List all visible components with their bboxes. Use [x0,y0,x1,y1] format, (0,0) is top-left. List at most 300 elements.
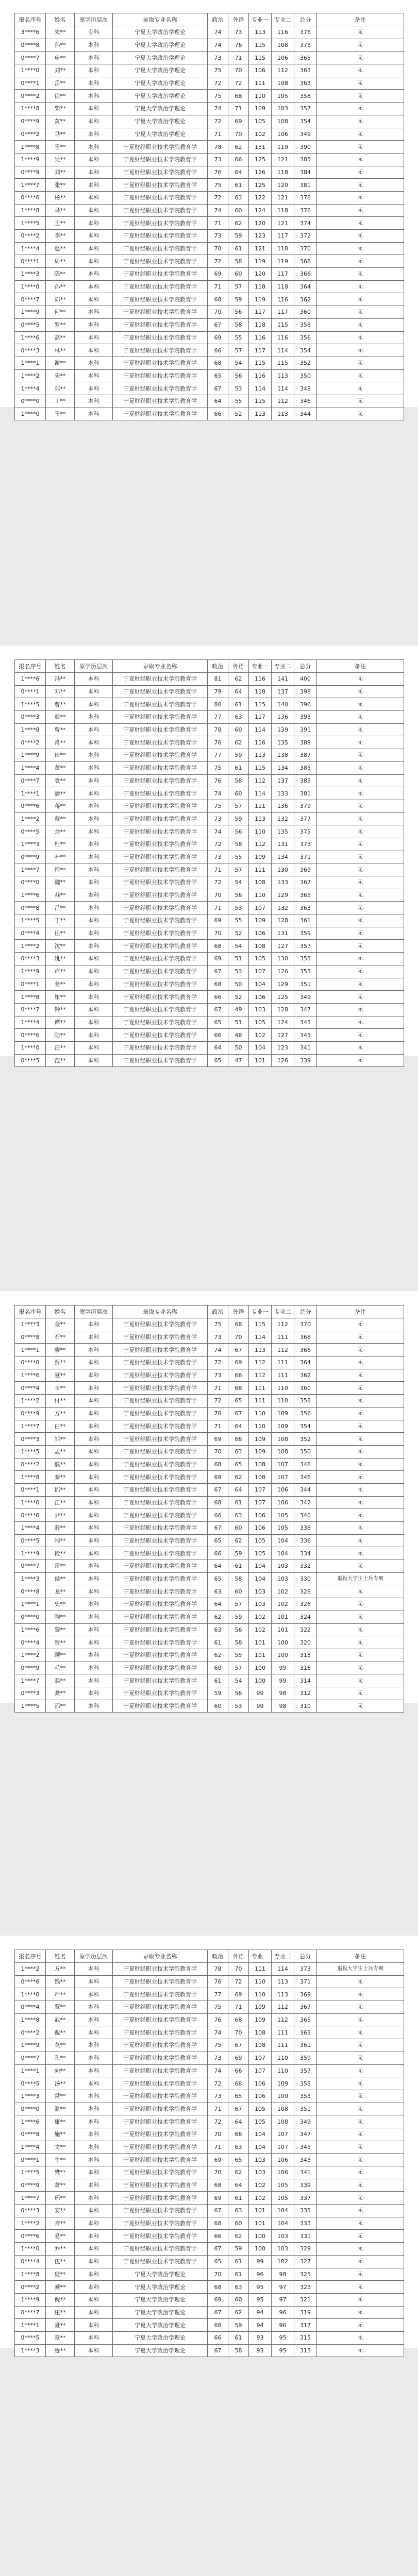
subject2-score-cell: 106 [272,1483,294,1496]
prior-degree-cell: 本科 [75,1344,113,1357]
name-cell: 陶** [46,1611,75,1623]
total-score-cell: 327 [294,2255,317,2268]
reg-no-cell: 1****0 [15,280,46,293]
table-row [15,1357,404,1369]
admitted-major-cell: 宁夏财经职业技术学院教育学 [113,1547,208,1560]
admitted-major-cell: 宁夏财经职业技术学院教育学 [113,1445,208,1458]
reg-no-cell: 1****1 [15,2064,46,2077]
language-score-cell: 50 [228,978,249,991]
politics-score-cell: 67 [208,2205,228,2217]
prior-degree-cell: 本科 [75,761,113,774]
prior-degree-cell: 本科 [75,408,113,420]
politics-score-cell: 76 [208,1975,228,1988]
name-cell: 聂** [46,2319,75,2332]
remark-cell: 无 [317,2166,404,2179]
table-row [15,723,404,736]
language-score-cell: 66 [228,2128,249,2141]
name-cell: 汤** [46,2077,75,2090]
reg-no-cell: 0****1 [15,77,46,90]
table-row [15,673,404,686]
reg-no-cell: 1****2 [15,812,46,825]
prior-degree-cell: 本科 [75,1054,113,1067]
language-score-cell: 60 [228,2293,249,2306]
reg-no-cell: 0****7 [15,293,46,306]
reg-no-cell: 1****7 [15,1674,46,1687]
subject2-score-cell: 98 [272,1687,294,1700]
name-cell: 魏** [46,876,75,889]
total-score-cell: 323 [294,2281,317,2294]
table-row [15,902,404,914]
page-separator [0,407,418,646]
total-score-cell: 368 [294,1331,317,1344]
admitted-major-cell: 宁夏财经职业技术学院教育学 [113,2154,208,2166]
name-cell: 王** [46,141,75,154]
reg-no-cell: 0****0 [15,1611,46,1623]
total-score-cell: 362 [294,1369,317,1382]
name-cell: 何** [46,306,75,319]
reg-no-cell: 1****9 [15,1547,46,1560]
name-cell: 马** [46,204,75,217]
column-header: 报名序号 [15,13,46,26]
language-score-cell: 65 [228,1395,249,1408]
subject2-score-cell: 106 [272,1496,294,1509]
total-score-cell: 324 [294,1611,317,1623]
politics-score-cell: 73 [208,2090,228,2103]
table-body [15,1963,404,2357]
table-row [15,978,404,991]
table-row [15,1509,404,1522]
subject2-score-cell: 117 [272,230,294,243]
name-cell: 颜** [46,2281,75,2294]
page-separator [0,1056,418,1291]
subject2-score-cell: 134 [272,851,294,863]
table-row [15,2001,404,2014]
language-score-cell: 58 [228,318,249,331]
politics-score-cell: 73 [208,851,228,863]
language-score-cell: 62 [228,736,249,749]
prior-degree-cell: 本科 [75,166,113,179]
admitted-major-cell: 宁夏财经职业技术学院教育学 [113,2141,208,2154]
prior-degree-cell: 本科 [75,2255,113,2268]
prior-degree-cell: 本科 [75,1496,113,1509]
subject2-score-cell: 109 [272,2077,294,2090]
name-cell: 孙** [46,280,75,293]
name-cell: 莫** [46,2039,75,2052]
prior-degree-cell: 本科 [75,1509,113,1522]
remark-cell: 无 [317,1988,404,2001]
prior-degree-cell: 本科 [75,1674,113,1687]
column-header: 报名序号 [15,1306,46,1318]
prior-degree-cell: 本科 [75,1458,113,1471]
name-cell: 曹** [46,698,75,711]
subject1-score-cell: 116 [249,331,272,344]
subject2-score-cell: 110 [272,1382,294,1395]
subject2-score-cell: 116 [272,331,294,344]
reg-no-cell: 1****2 [15,940,46,953]
total-score-cell: 358 [294,318,317,331]
prior-degree-cell: 本科 [75,2103,113,2115]
remark-cell: 无 [317,2255,404,2268]
language-score-cell: 56 [228,1623,249,1636]
name-cell: 马** [46,128,75,141]
admitted-major-cell: 宁夏财经职业技术学院教育学 [113,1458,208,1471]
politics-score-cell: 73 [208,1331,228,1344]
name-cell: 周** [46,255,75,268]
subject2-score-cell: 136 [272,800,294,812]
reg-no-cell: 1****8 [15,103,46,115]
subject1-score-cell: 116 [249,369,272,382]
subject2-score-cell: 117 [272,306,294,319]
subject2-score-cell: 106 [272,2154,294,2166]
table-row [15,1611,404,1623]
name-cell: 毛** [46,1662,75,1674]
subject1-score-cell: 111 [249,1382,272,1395]
language-score-cell: 48 [228,1029,249,1042]
reg-no-cell: 0****6 [15,191,46,204]
prior-degree-cell: 本科 [75,2077,113,2090]
politics-score-cell: 75 [208,2001,228,2014]
reg-no-cell: 0****3 [15,953,46,965]
subject2-score-cell: 113 [272,408,294,420]
remark-cell: 无 [317,2115,404,2128]
table-row [15,1687,404,1700]
language-score-cell: 47 [228,1054,249,1067]
total-score-cell: 348 [294,1458,317,1471]
subject2-score-cell: 137 [272,685,294,698]
table-row [15,1041,404,1054]
subject1-score-cell: 103 [249,1003,272,1016]
admitted-major-cell: 宁夏财经职业技术学院教育学 [113,369,208,382]
remark-cell: 无 [317,1534,404,1547]
table-row [15,1674,404,1687]
subject2-score-cell: 111 [272,2026,294,2039]
politics-score-cell: 64 [208,1041,228,1054]
subject1-score-cell: 104 [249,1560,272,1573]
reg-no-cell: 0****2 [15,2281,46,2294]
table-row [15,1395,404,1408]
total-score-cell: 366 [294,1344,317,1357]
politics-score-cell: 65 [208,369,228,382]
language-score-cell: 56 [228,306,249,319]
table-row [15,2064,404,2077]
remark-cell: 无 [317,26,404,39]
admitted-major-cell: 宁夏财经职业技术学院教育学 [113,800,208,812]
name-cell: 倪** [46,2293,75,2306]
admitted-major-cell: 宁夏财经职业技术学院教育学 [113,2077,208,2090]
remark-cell: 无 [317,1458,404,1471]
admitted-major-cell: 宁夏财经职业技术学院教育学 [113,230,208,243]
admitted-major-cell: 宁夏财经职业技术学院教育学 [113,2255,208,2268]
prior-degree-cell: 本科 [75,1560,113,1573]
admitted-major-cell: 宁夏财经职业技术学院教育学 [113,953,208,965]
language-score-cell: 60 [228,723,249,736]
subject2-score-cell: 130 [272,953,294,965]
remark-cell: 无 [317,204,404,217]
subject2-score-cell: 138 [272,749,294,762]
subject2-score-cell: 98 [272,2268,294,2281]
reg-no-cell: 1****3 [15,2344,46,2357]
reg-no-cell: 1****2 [15,369,46,382]
reg-no-cell: 3****6 [15,26,46,39]
prior-degree-cell: 本科 [75,1483,113,1496]
subject2-score-cell: 112 [272,1344,294,1357]
remark-cell: 无 [317,1445,404,1458]
politics-score-cell: 60 [208,1700,228,1713]
remark-cell: 无 [317,1611,404,1623]
remark-cell: 无 [317,1547,404,1560]
reg-no-cell: 0****6 [15,800,46,812]
language-score-cell: 62 [228,2166,249,2179]
name-cell: 宋** [46,369,75,382]
subject1-score-cell: 110 [249,889,272,902]
subject2-score-cell: 96 [272,2319,294,2332]
name-cell: 程** [46,863,75,876]
subject2-score-cell: 116 [272,293,294,306]
column-header: 报名序号 [15,1950,46,1963]
politics-score-cell: 74 [208,103,228,115]
total-score-cell: 367 [294,876,317,889]
language-score-cell: 58 [228,774,249,787]
subject1-score-cell: 120 [249,217,272,230]
subject1-score-cell: 115 [249,52,272,64]
header-row [15,660,404,673]
subject1-score-cell: 111 [249,77,272,90]
admitted-major-cell: 宁夏财经职业技术学院教育学 [113,395,208,408]
politics-score-cell: 71 [208,902,228,914]
total-score-cell: 312 [294,1687,317,1700]
subject2-score-cell: 108 [272,39,294,52]
subject1-score-cell: 108 [249,876,272,889]
subject2-score-cell: 128 [272,914,294,927]
total-score-cell: 349 [294,2115,317,2128]
language-score-cell: 70 [228,1963,249,1976]
table-row [15,2268,404,2281]
total-score-cell: 398 [294,685,317,698]
name-cell: 施** [46,2128,75,2141]
language-score-cell: 65 [228,2090,249,2103]
politics-score-cell: 66 [208,344,228,357]
remark-cell: 无 [317,761,404,774]
total-score-cell: 355 [294,953,317,965]
language-score-cell: 61 [228,2192,249,2205]
subject1-score-cell: 122 [249,191,272,204]
name-cell: 庄** [46,2306,75,2319]
name-cell: 牛** [46,2154,75,2166]
total-score-cell: 361 [294,914,317,927]
reg-no-cell: 0****3 [15,1433,46,1446]
reg-no-cell: 1****6 [15,1369,46,1382]
language-score-cell: 64 [228,685,249,698]
admitted-major-cell: 宁夏财经职业技术学院教育学 [113,1674,208,1687]
prior-degree-cell: 本科 [75,357,113,369]
language-score-cell: 61 [228,179,249,192]
subject1-score-cell: 109 [249,1433,272,1446]
admitted-major-cell: 宁夏财经职业技术学院教育学 [113,876,208,889]
subject2-score-cell: 119 [272,141,294,154]
prior-degree-cell: 本科 [75,2115,113,2128]
admitted-major-cell: 宁夏财经职业技术学院教育学 [113,344,208,357]
prior-degree-cell: 本科 [75,1636,113,1649]
name-cell: 贺** [46,1636,75,1649]
language-score-cell: 71 [228,2001,249,2014]
remark-cell: 无 [317,369,404,382]
subject1-score-cell: 108 [249,1471,272,1484]
admitted-major-cell: 宁夏财经职业技术学院教育学 [113,408,208,420]
language-score-cell: 57 [228,280,249,293]
admitted-major-cell: 宁夏财经职业技术学院教育学 [113,2103,208,2115]
reg-no-cell: 1****5 [15,914,46,927]
remark-cell: 无 [317,1509,404,1522]
column-header: 报名序号 [15,660,46,673]
table-row [15,2230,404,2243]
table-row [15,395,404,408]
name-cell: 伍** [46,2255,75,2268]
politics-score-cell: 71 [208,280,228,293]
column-header: 政治 [208,1950,228,1963]
name-cell: 黄** [46,115,75,128]
admitted-major-cell: 宁夏财经职业技术学院教育学 [113,1509,208,1522]
table-row [15,408,404,420]
name-cell: 金** [46,1318,75,1331]
politics-score-cell: 67 [208,2344,228,2357]
reg-no-cell: 1****4 [15,242,46,255]
prior-degree-cell: 本科 [75,1662,113,1674]
subject2-score-cell: 125 [272,991,294,1004]
reg-no-cell: 0****8 [15,1585,46,1598]
language-score-cell: 54 [228,357,249,369]
table-row [15,191,404,204]
language-score-cell: 66 [228,1433,249,1446]
table-row [15,26,404,39]
table-row [15,1054,404,1067]
name-cell: 赵** [46,242,75,255]
remark-cell: 无 [317,749,404,762]
admitted-major-cell: 宁夏财经职业技术学院教育学 [113,698,208,711]
language-score-cell: 57 [228,344,249,357]
remark-cell: 无 [317,787,404,800]
subject2-score-cell: 115 [272,318,294,331]
language-score-cell: 53 [228,382,249,395]
prior-degree-cell: 本科 [75,2331,113,2344]
subject1-score-cell: 94 [249,2306,272,2319]
table-row [15,77,404,90]
politics-score-cell: 66 [208,991,228,1004]
remark-cell: 无 [317,1585,404,1598]
subject1-score-cell: 106 [249,991,272,1004]
admitted-major-cell: 宁夏财经职业技术学院教育学 [113,889,208,902]
remark-cell: 无 [317,1496,404,1509]
admitted-major-cell: 宁夏大学政治学理论 [113,2293,208,2306]
reg-no-cell: 1****5 [15,1445,46,1458]
name-cell: 叶** [46,851,75,863]
subject2-score-cell: 99 [272,1662,294,1674]
subject1-score-cell: 114 [249,382,272,395]
table-row [15,2039,404,2052]
prior-degree-cell: 本科 [75,2013,113,2026]
table-row [15,2141,404,2154]
politics-score-cell: 63 [208,1623,228,1636]
remark-cell: 无 [317,280,404,293]
language-score-cell: 62 [228,1471,249,1484]
politics-score-cell: 70 [208,2128,228,2141]
name-cell: 樊** [46,2166,75,2179]
subject2-score-cell: 137 [272,774,294,787]
prior-degree-cell: 本科 [75,331,113,344]
table-row [15,2179,404,2192]
subject2-score-cell: 95 [272,2331,294,2344]
subject2-score-cell: 127 [272,940,294,953]
language-score-cell: 71 [228,103,249,115]
name-cell: 刘** [46,166,75,179]
reg-no-cell: 1****5 [15,217,46,230]
prior-degree-cell: 本科 [75,1623,113,1636]
total-score-cell: 315 [294,2331,317,2344]
reg-no-cell: 0****8 [15,39,46,52]
prior-degree-cell: 本科 [75,1331,113,1344]
remark-cell: 无 [317,1522,404,1535]
total-score-cell: 365 [294,52,317,64]
politics-score-cell: 67 [208,2243,228,2256]
subject1-score-cell: 118 [249,318,272,331]
name-cell: 潘** [46,787,75,800]
total-score-cell: 353 [294,2090,317,2103]
total-score-cell: 387 [294,749,317,762]
reg-no-cell: 1****9 [15,153,46,166]
total-score-cell: 396 [294,698,317,711]
prior-degree-cell: 本科 [75,2154,113,2166]
admitted-major-cell: 宁夏财经职业技术学院教育学 [113,1572,208,1585]
language-score-cell: 63 [228,2281,249,2294]
table-row [15,2013,404,2026]
table-row [15,876,404,889]
admitted-major-cell: 宁夏财经职业技术学院教育学 [113,2243,208,2256]
table-row [15,1598,404,1611]
total-score-cell: 344 [294,1483,317,1496]
column-header: 总分 [294,13,317,26]
politics-score-cell: 71 [208,863,228,876]
table-row [15,255,404,268]
admitted-major-cell: 宁夏大学政治学理论 [113,2268,208,2281]
prior-degree-cell: 本科 [75,1382,113,1395]
reg-no-cell: 1****2 [15,1395,46,1408]
reg-no-cell: 1****9 [15,965,46,978]
name-cell: 吕** [46,902,75,914]
politics-score-cell: 71 [208,1420,228,1433]
language-score-cell: 51 [228,953,249,965]
total-score-cell: 340 [294,1509,317,1522]
subject1-score-cell: 108 [249,940,272,953]
column-header: 总分 [294,1306,317,1318]
subject2-score-cell: 104 [272,1547,294,1560]
name-cell: 徐** [46,90,75,103]
remark-cell: 无 [317,395,404,408]
subject2-score-cell: 98 [272,1700,294,1713]
subject2-score-cell: 106 [272,52,294,64]
remark-cell: 无 [317,408,404,420]
reg-no-cell: 0****2 [15,128,46,141]
table-row [15,2306,404,2319]
admitted-major-cell: 宁夏财经职业技术学院教育学 [113,1041,208,1054]
name-cell: 张** [46,179,75,192]
remark-cell: 无 [317,268,404,281]
admitted-major-cell: 宁夏财经职业技术学院教育学 [113,1318,208,1331]
table-body [15,673,404,1067]
table-row [15,1318,404,1331]
admitted-major-cell: 宁夏财经职业技术学院教育学 [113,774,208,787]
total-score-cell: 371 [294,1975,317,1988]
name-cell: 申** [46,52,75,64]
table-row [15,2243,404,2256]
